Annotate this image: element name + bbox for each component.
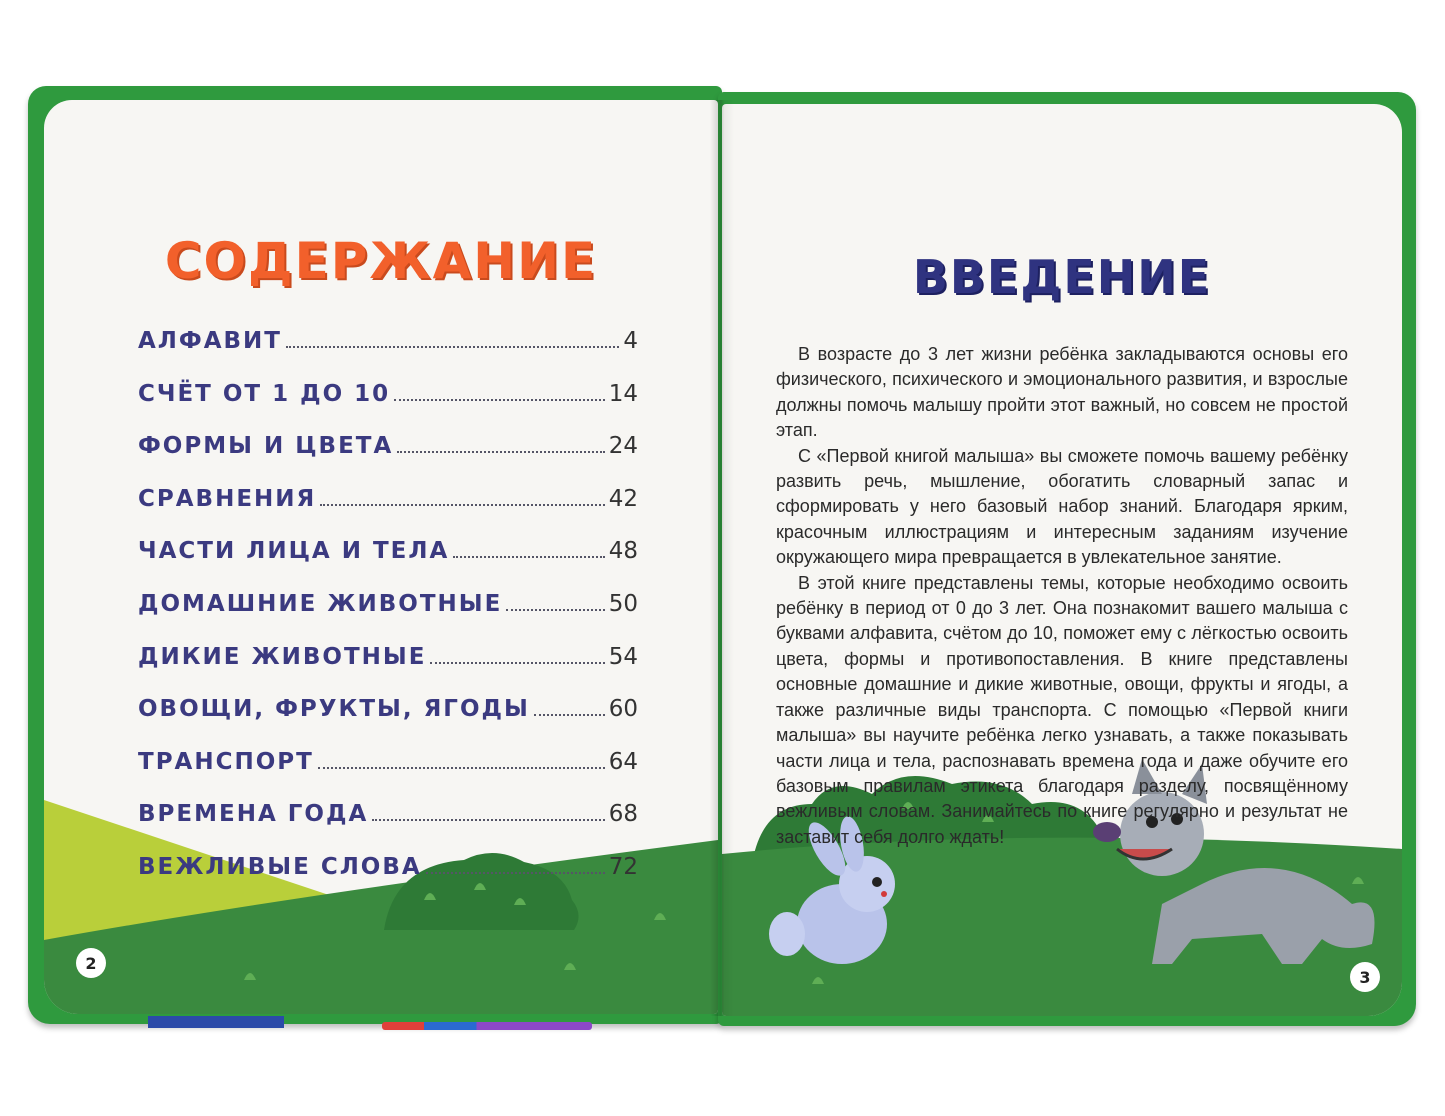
leader-dots <box>453 556 604 558</box>
page-number: 2 <box>76 948 106 978</box>
leader-dots <box>506 609 604 611</box>
toc-label: ДОМАШНИЕ ЖИВОТНЫЕ <box>138 590 503 617</box>
toc-label: ОВОЩИ, ФРУКТЫ, ЯГОДЫ <box>138 696 530 723</box>
toc-item[interactable] <box>138 486 638 539</box>
leader-dots <box>318 767 605 769</box>
toc-item[interactable] <box>138 381 638 434</box>
leader-dots <box>286 346 619 348</box>
toc-page-number: 60 <box>608 696 638 723</box>
toc-page-number: 14 <box>608 380 638 407</box>
leader-dots <box>372 819 604 821</box>
paragraph: В этой книге представлены темы, которые необходимо освоить ребёнку в период от 0 до 3 лет. Она познакомит вашего малыша с буквами алфавита, счётом до 10, поможет ему с лёгкостью освоить цвета, формы и противопоставления. В книге представлены основные домашние и дикие животные, овощи, фрукты и ягоды, а также различные виды транспорта. С помощью «Первой книги малыша» вы научите ребёнка легко узнавать, а также показывать части лица и тела, распознавать времена года и даже обучите его базовым правилам этикета благодаря разделу, посвящённому вежливым словам. Занимайтесь по книге регулярно и результат не заставит себя долго ждать! <box>776 572 1348 847</box>
bookmark-tab <box>148 1016 284 1028</box>
toc-page-number: 54 <box>608 643 638 670</box>
toc-page-number: 64 <box>608 748 638 775</box>
page-edge-tabs <box>382 1022 592 1030</box>
leader-dots <box>534 714 605 716</box>
toc-item[interactable] <box>138 854 638 907</box>
toc-page-number: 4 <box>623 328 638 354</box>
toc-label: СЧЁТ ОТ 1 ДО 10 <box>138 380 391 407</box>
toc-page-number: 48 <box>608 538 638 565</box>
toc-label: ТРАНСПОРТ <box>138 748 314 775</box>
page-title: ВВЕДЕНИЕ <box>912 250 1212 304</box>
toc-page-number: 24 <box>608 433 638 460</box>
page-left <box>44 100 718 1014</box>
toc-label: ВРЕМЕНА ГОДА <box>138 801 369 828</box>
intro-body <box>776 342 1348 850</box>
leader-dots <box>397 451 604 453</box>
leader-dots <box>426 872 605 874</box>
toc-label: СРАВНЕНИЯ <box>138 485 317 512</box>
toc-item[interactable] <box>138 644 638 697</box>
toc-item[interactable] <box>138 328 638 381</box>
toc-label: ДИКИЕ ЖИВОТНЫЕ <box>138 643 427 670</box>
toc-item[interactable] <box>138 433 638 486</box>
toc-item[interactable] <box>138 801 638 854</box>
toc-item[interactable] <box>138 538 638 591</box>
leader-dots <box>430 662 604 664</box>
toc-label: АЛФАВИТ <box>138 328 282 354</box>
page-title: СОДЕРЖАНИЕ <box>164 232 598 290</box>
toc-item[interactable] <box>138 696 638 749</box>
leader-dots <box>320 504 604 506</box>
table-of-contents <box>138 328 638 907</box>
toc-page-number: 50 <box>608 590 638 617</box>
paragraph: С «Первой книгой малыша» вы сможете помочь вашему ребёнку развить речь, мышление, обогатить словарный запас и сформировать у него базовый набор знаний. Благодаря ярким, красочным иллюстрациям и интересным заданиям изучение окружающего мира превращается в увлекательное занятие. <box>776 445 1348 568</box>
page-number: 3 <box>1350 962 1380 992</box>
toc-page-number: 72 <box>608 853 638 880</box>
toc-page-number: 42 <box>608 485 638 512</box>
toc-page-number: 68 <box>608 801 638 828</box>
toc-item[interactable] <box>138 591 638 644</box>
toc-label: ЧАСТИ ЛИЦА И ТЕЛА <box>138 538 450 565</box>
toc-label: ВЕЖЛИВЫЕ СЛОВА <box>138 853 422 880</box>
paragraph: В возрасте до 3 лет жизни ребёнка закладываются основы его физического, психического и эмоционального развития, и взрослые должны помочь малышу пройти этот важный, но совсем не простой этап. <box>776 344 1348 441</box>
page-right <box>722 104 1402 1016</box>
toc-label: ФОРМЫ И ЦВЕТА <box>138 433 394 460</box>
leader-dots <box>394 399 605 401</box>
toc-item[interactable] <box>138 749 638 802</box>
